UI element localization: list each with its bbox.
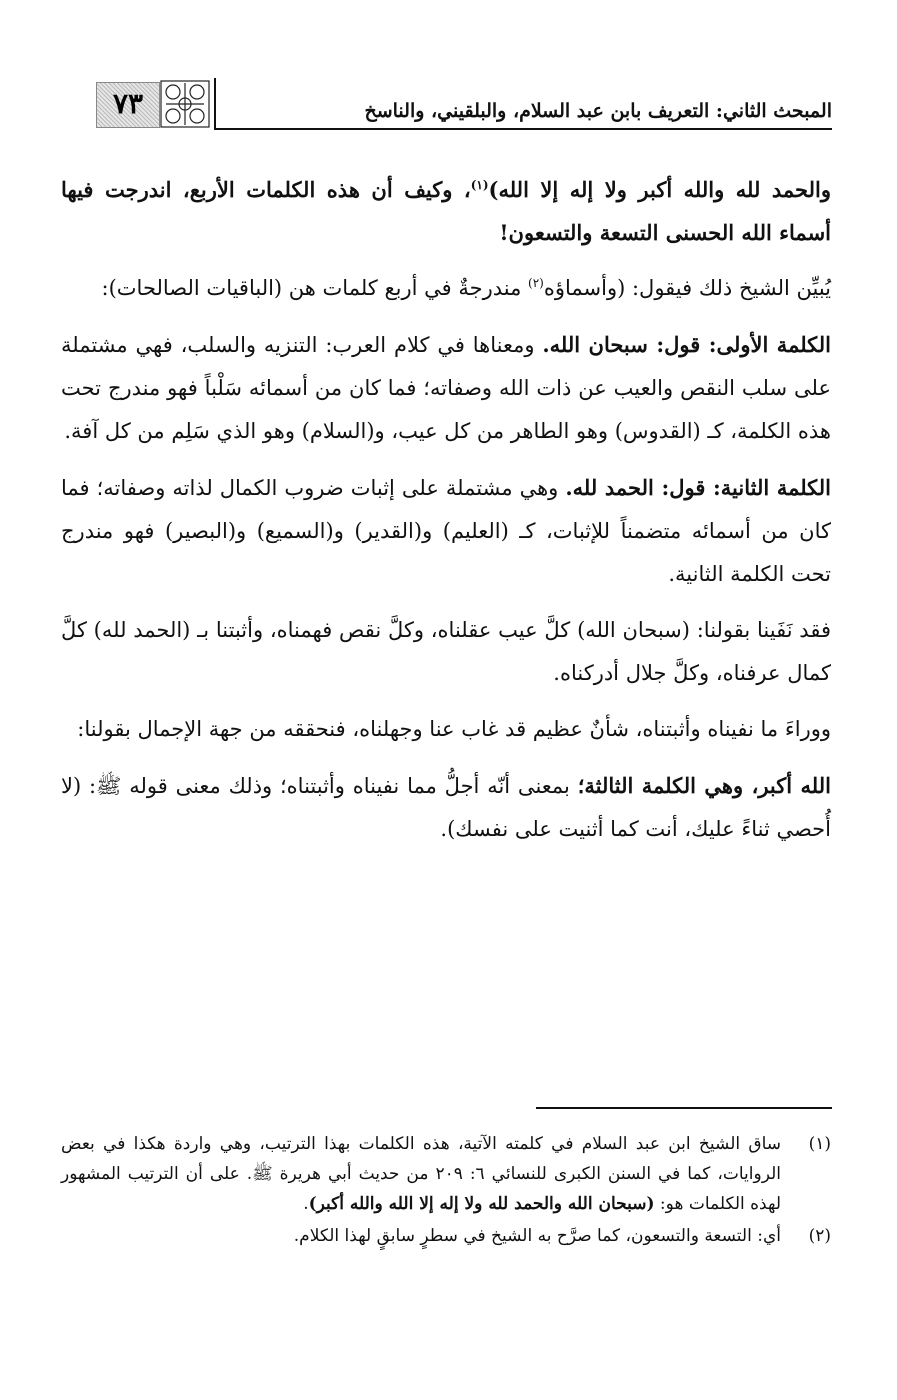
footnote-1 — [61, 1129, 831, 1219]
p4-heading: الكلمة الثانية: قول: الحمد لله. — [565, 475, 832, 500]
header-divider — [214, 78, 216, 130]
running-header — [96, 78, 832, 130]
paragraph-3 — [61, 323, 831, 453]
ornament-icon — [160, 80, 210, 128]
p1-text-a: والحمد لله والله أكبر ولا إله إلا الله) — [488, 177, 831, 202]
footnote-1-bold: (سبحان الله والحمد لله ولا إله إلا الله والله أكبر) — [308, 1194, 655, 1214]
p2-text-a: يُبيِّن الشيخ ذلك فيقول: (وأسماؤه — [543, 276, 831, 300]
footnote-2-text: أي: التسعة والتسعون، كما صرَّح به الشيخ في سطرٍ سابقٍ لهذا الكلام. — [293, 1226, 781, 1246]
p4-text: وهي مشتملة على إثبات ضروب الكمال لذاته وصفاته؛ فما كان من أسمائه متضمناً للإثبات، كـ (العليم) و(القدير) و(السميع) و(البصير) فهو مندرج تحت الكلمة الثانية. — [61, 476, 831, 586]
paragraph-1 — [61, 168, 831, 254]
footnote-ref-2: (٢) — [528, 276, 544, 290]
footnotes — [61, 1129, 831, 1253]
footnote-2 — [61, 1221, 831, 1251]
page-number: ٧٣ — [112, 87, 144, 120]
footnote-separator — [536, 1107, 832, 1109]
header-title: المبحث الثاني: التعريف بابن عبد السلام، والبلقيني، والناسخ — [364, 100, 832, 122]
p3-text: ومعناها في كلام العرب: التنزيه والسلب، فهي مشتملة على سلب النقص والعيب عن ذات الله وصفاته؛ فما كان من أسمائه سَلْباً فهو مندرج تحت هذه الكلمة، كـ (القدوس) وهو الطاهر من كل عيب، و(السلام) وهو الذي سَلِم من كل آفة. — [61, 333, 831, 443]
paragraph-2 — [61, 267, 831, 310]
p7-heading: الله أكبر، وهي الكلمة الثالثة؛ — [577, 773, 831, 798]
footnote-2-number: (٢) — [808, 1226, 831, 1246]
p7-text: بمعنى أنّه أجلُّ مما نفيناه وأثبتناه؛ وذلك معنى قوله ﷺ: (لا أُحصي ثناءً عليك، أنت كما أثنيت على نفسك). — [61, 774, 831, 841]
p2-text-b: مندرجةٌ في أربع كلمات هن (الباقيات الصالحات): — [101, 276, 529, 300]
page-number-box — [96, 82, 160, 128]
main-text — [61, 168, 831, 851]
footnote-1-end: . — [303, 1194, 309, 1214]
paragraph-6: ووراءَ ما نفيناه وأثبتناه، شأنٌ عظيم قد غاب عنا وجهلناه، فنحققه من جهة الإجمال بقولنا: — [77, 717, 831, 741]
footnote-ref-1: (١) — [470, 178, 489, 192]
header-rule — [214, 128, 832, 130]
p3-heading: الكلمة الأولى: قول: سبحان الله. — [542, 332, 831, 357]
footnote-1-text: ساق الشيخ ابن عبد السلام في كلمته الآتية، هذه الكلمات بهذا الترتيب، وهي واردة هكذا في بعض الروايات، كما في السنن الكبرى للنسائي ٦: ٢٠٩ من حديث أبي هريرة ﷺ. على أن الترتيب المشهور لهذه الكلمات هو: — [61, 1134, 781, 1214]
paragraph-7 — [61, 764, 831, 851]
footnote-1-number: (١) — [808, 1134, 831, 1154]
paragraph-5: فقد نَفَينا بقولنا: (سبحان الله) كلَّ عيب عقلناه، وكلَّ نقص فهمناه، وأثبتنا بـ (الحمد لله) كلَّ كمال عرفناه، وكلَّ جلال أدركناه. — [61, 618, 831, 685]
paragraph-4 — [61, 466, 831, 596]
p1-text-b: ، وكيف أن هذه الكلمات الأربع، اندرجت فيها أسماء الله الحسنى التسعة والتسعون! — [61, 177, 831, 245]
